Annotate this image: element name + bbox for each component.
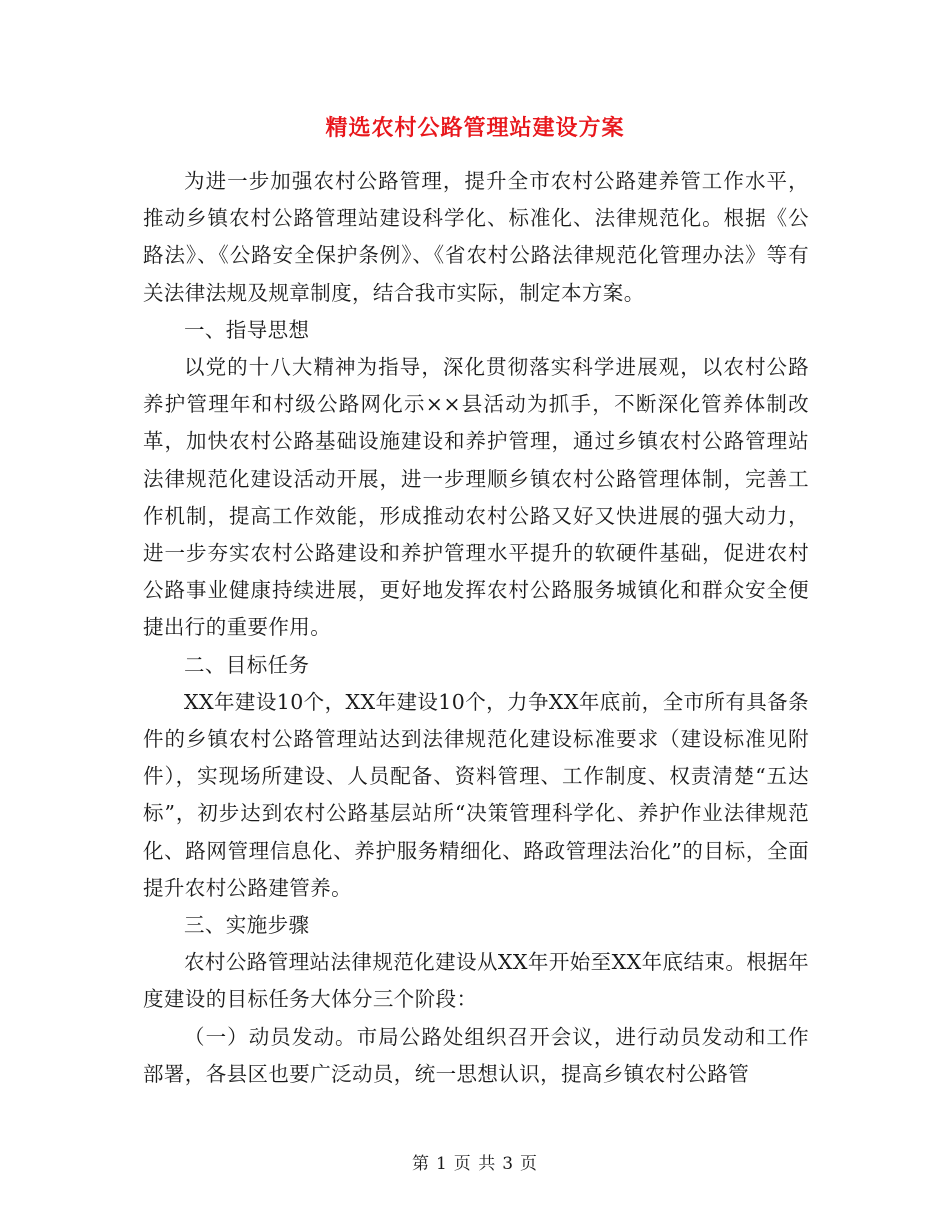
implementation-paragraph: 农村公路管理站法律规范化建设从XX年开始至XX年底结束。根据年度建设的目标任务大体分三个阶段： [143, 950, 809, 1012]
footer-current-page: 1 [435, 1154, 448, 1174]
footer-suffix: 页 [520, 1154, 539, 1174]
document-body [143, 163, 809, 1093]
footer-total-pages: 3 [502, 1154, 515, 1174]
goals-paragraph: XX年建设10个，XX年建设10个，力争XX年底前，全市所有具备条件的乡镇农村公路管理站达到法律规范化建设标准要求（建设标准见附件），实现场所建设、人员配备、资料管理、工作制度、权责清楚“五达标”，初步达到农村公路基层站所“决策管理科学化、养护作业法律规范化、路网管理信息化、养护服务精细化、路政管理法治化”的目标，全面提升农村公路建管养。 [143, 689, 809, 900]
document-title: 精选农村公路管理站建设方案 [325, 115, 625, 141]
mobilization-paragraph: （一）动员发动。市局公路处组织召开会议，进行动员发动和工作部署，各县区也要广泛动员，统一思想认识，提高乡镇农村公路管 [143, 1024, 809, 1086]
footer-prefix: 第 [411, 1154, 430, 1174]
section-heading-goals: 二、目标任务 [184, 652, 310, 677]
section-heading-guiding-ideology: 一、指导思想 [184, 317, 310, 342]
section-heading-implementation-steps: 三、实施步骤 [184, 913, 310, 938]
footer-mid: 页 共 [453, 1154, 497, 1174]
intro-paragraph: 为进一步加强农村公路管理，提升全市农村公路建养管工作水平，推动乡镇农村公路管理站建设科学化、标准化、法律规范化。根据《公路法》、《公路安全保护条例》、《省农村公路法律规范化管理办法》等有关法律法规及规章制度，结合我市实际，制定本方案。 [143, 169, 809, 305]
page-footer [0, 1152, 950, 1176]
guiding-ideology-paragraph: 以党的十八大精神为指导，深化贯彻落实科学进展观，以农村公路养护管理年和村级公路网化示××县活动为抓手，不断深化管养体制改革，加快农村公路基础设施建设和养护管理，通过乡镇农村公路管理站法律规范化建设活动开展，进一步理顺乡镇农村公路管理体制，完善工作机制，提高工作效能，形成推动农村公路又好又快进展的强大动力，进一步夯实农村公路建设和养护管理水平提升的软硬件基础，促进农村公路事业健康持续进展，更好地发挥农村公路服务城镇化和群众安全便捷出行的重要作用。 [143, 355, 809, 640]
